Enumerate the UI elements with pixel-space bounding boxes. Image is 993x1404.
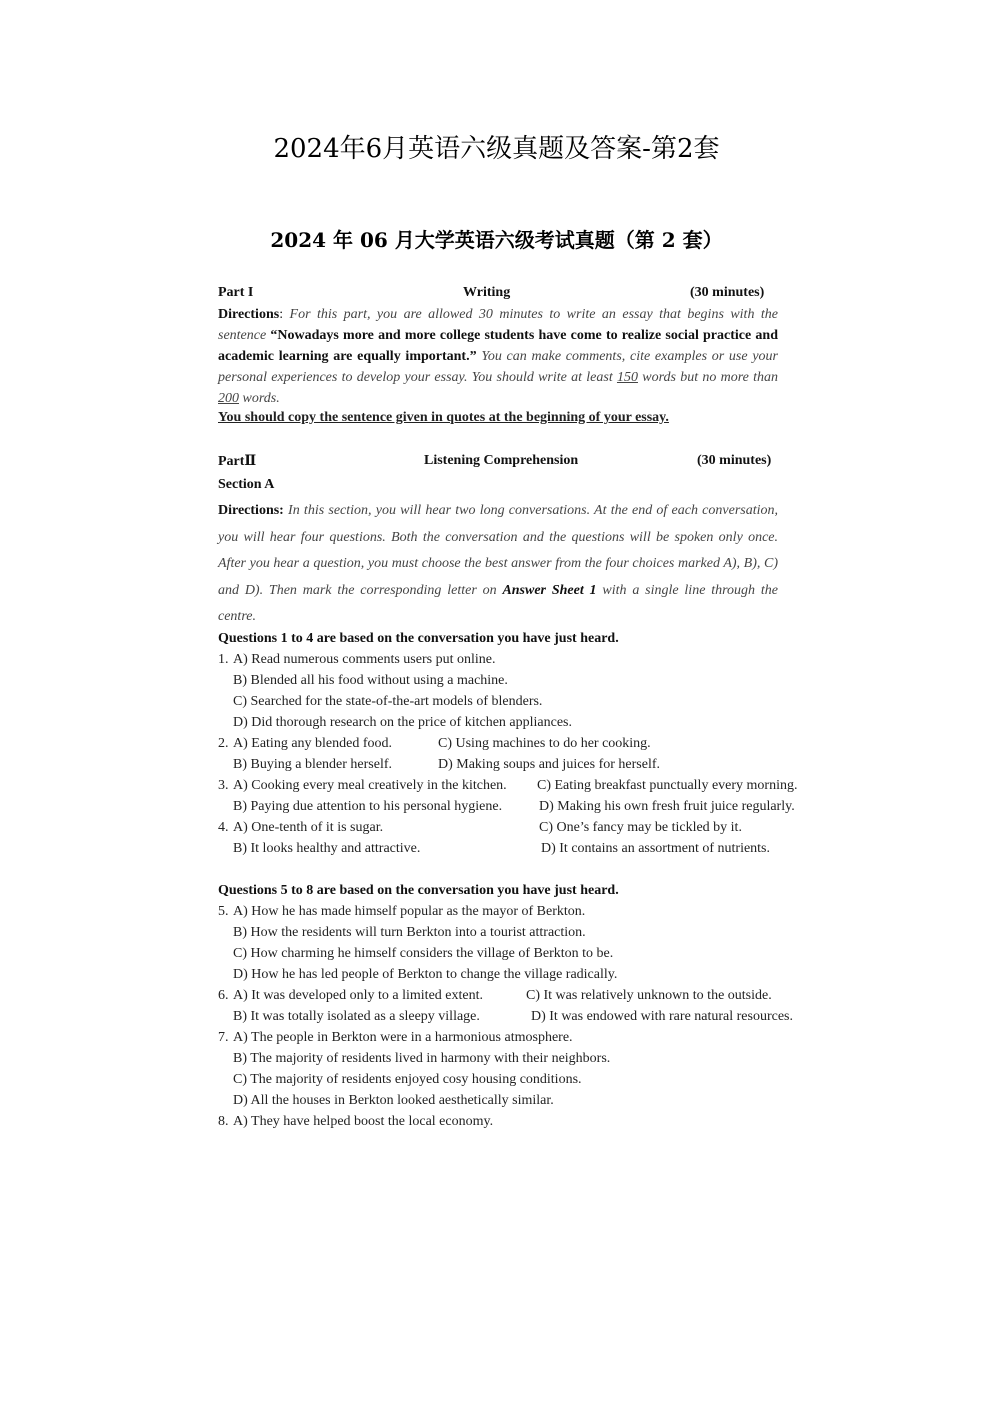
exam-title: 2024 年 06 月大学英语六级考试真题（第 2 套）: [270, 228, 723, 252]
q5-option-c: C) How charming he himself considers the village of Berkton to be.: [233, 946, 614, 961]
writing-prompt-quote: “Nowadays more and more college students have come to realize social practice and academic learning are equally important.”: [218, 328, 778, 364]
q2-option-b: B) Buying a blender herself.: [233, 757, 393, 772]
part2-time: (30 minutes): [697, 453, 772, 468]
part1-label: Part I: [218, 285, 254, 300]
q1-option-a: A) Read numerous comments users put online.: [233, 652, 496, 667]
part2-label: PartⅡ: [218, 454, 257, 469]
question-group-1-heading: Questions 1 to 4 are based on the conversation you have just heard.: [218, 631, 619, 646]
q8-option-a: A) They have helped boost the local economy.: [233, 1114, 494, 1129]
q1-number: 1.: [218, 652, 229, 667]
q4-option-b: B) It looks healthy and attractive.: [233, 841, 421, 856]
q1-option-c: C) Searched for the state-of-the-art models of blenders.: [233, 694, 543, 709]
writing-directions-label: Directions: [218, 307, 280, 322]
q4-option-d: D) It contains an assortment of nutrients.: [541, 841, 771, 856]
question-group-2-heading: Questions 5 to 8 are based on the conversation you have just heard.: [218, 883, 619, 898]
writing-directions-colon: :: [279, 307, 284, 322]
q2-option-a: A) Eating any blended food.: [233, 736, 393, 751]
listening-directions-label: Directions:: [218, 503, 284, 518]
q2-number: 2.: [218, 736, 229, 751]
q1-option-d: D) Did thorough research on the price of kitchen appliances.: [233, 715, 572, 730]
listening-directions-text-2: with a single line through the centre.: [218, 582, 778, 624]
q3-number: 3.: [218, 778, 229, 793]
q3-option-a: A) Cooking every meal creatively in the kitchen.: [233, 778, 507, 793]
writing-directions-text-2: You can make comments, cite examples or use your personal experiences to develop your essay. You should write at least: [218, 349, 778, 385]
q7-option-c: C) The majority of residents enjoyed cosy housing conditions.: [233, 1072, 582, 1087]
listening-directions: [218, 498, 778, 631]
q4-option-a: A) One-tenth of it is sugar.: [233, 820, 384, 835]
writing-directions: [218, 304, 778, 409]
q7-option-b: B) The majority of residents lived in harmony with their neighbors.: [233, 1051, 611, 1066]
max-word-count: 200: [218, 391, 239, 406]
q3-option-d: D) Making his own fresh fruit juice regularly.: [539, 799, 795, 814]
section-a-heading: Section A: [218, 477, 275, 492]
q4-number: 4.: [218, 820, 229, 835]
q3-option-b: B) Paying due attention to his personal hygiene.: [233, 799, 503, 814]
q7-number: 7.: [218, 1030, 229, 1045]
q1-option-b: B) Blended all his food without using a machine.: [233, 673, 508, 688]
writing-copy-note: You should copy the sentence given in quotes at the beginning of your essay.: [218, 410, 669, 425]
q5-option-b: B) How the residents will turn Berkton into a tourist attraction.: [233, 925, 586, 940]
q6-number: 6.: [218, 988, 229, 1003]
part1-time: (30 minutes): [690, 285, 765, 300]
q5-option-a: A) How he has made himself popular as the mayor of Berkton.: [233, 904, 586, 919]
q5-option-d: D) How he has led people of Berkton to change the village radically.: [233, 967, 618, 982]
q7-option-a: A) The people in Berkton were in a harmonious atmosphere.: [233, 1030, 573, 1045]
part1-name: Writing: [463, 285, 511, 300]
q7-option-d: D) All the houses in Berkton looked aesthetically similar.: [233, 1093, 554, 1108]
q5-number: 5.: [218, 904, 229, 919]
writing-directions-text-4: words.: [239, 391, 280, 406]
q6-option-b: B) It was totally isolated as a sleepy village.: [233, 1009, 480, 1024]
answer-sheet-ref: Answer Sheet 1: [502, 582, 597, 598]
q6-option-a: A) It was developed only to a limited extent.: [233, 988, 483, 1003]
writing-directions-text-3: words but no more than: [637, 370, 778, 385]
q2-option-d: D) Making soups and juices for herself.: [438, 757, 661, 772]
q3-option-c: C) Eating breakfast punctually every morning.: [537, 778, 798, 793]
writing-directions-text-1: For this part, you are allowed 30 minutes to write an essay that begins with the sentence: [218, 307, 778, 343]
q6-option-c: C) It was relatively unknown to the outside.: [526, 988, 772, 1003]
document-title: 2024年6月英语六级真题及答案-第2套: [273, 134, 720, 164]
min-word-count: 150: [616, 370, 638, 385]
part2-name: Listening Comprehension: [424, 453, 579, 468]
q4-option-c: C) One’s fancy may be tickled by it.: [539, 820, 742, 835]
q2-option-c: C) Using machines to do her cooking.: [438, 736, 651, 751]
listening-directions-text-1: In this section, you will hear two long conversations. At the end of each conversation, you will hear four questions. Both the conversation and the questions will be spoken only once. After you hear a question, you must choose the best answer from the four choices marked A), B), C) and D). Then mark the corresponding letter on: [218, 503, 778, 598]
q8-number: 8.: [218, 1114, 229, 1129]
q6-option-d: D) It was endowed with rare natural resources.: [531, 1009, 794, 1024]
